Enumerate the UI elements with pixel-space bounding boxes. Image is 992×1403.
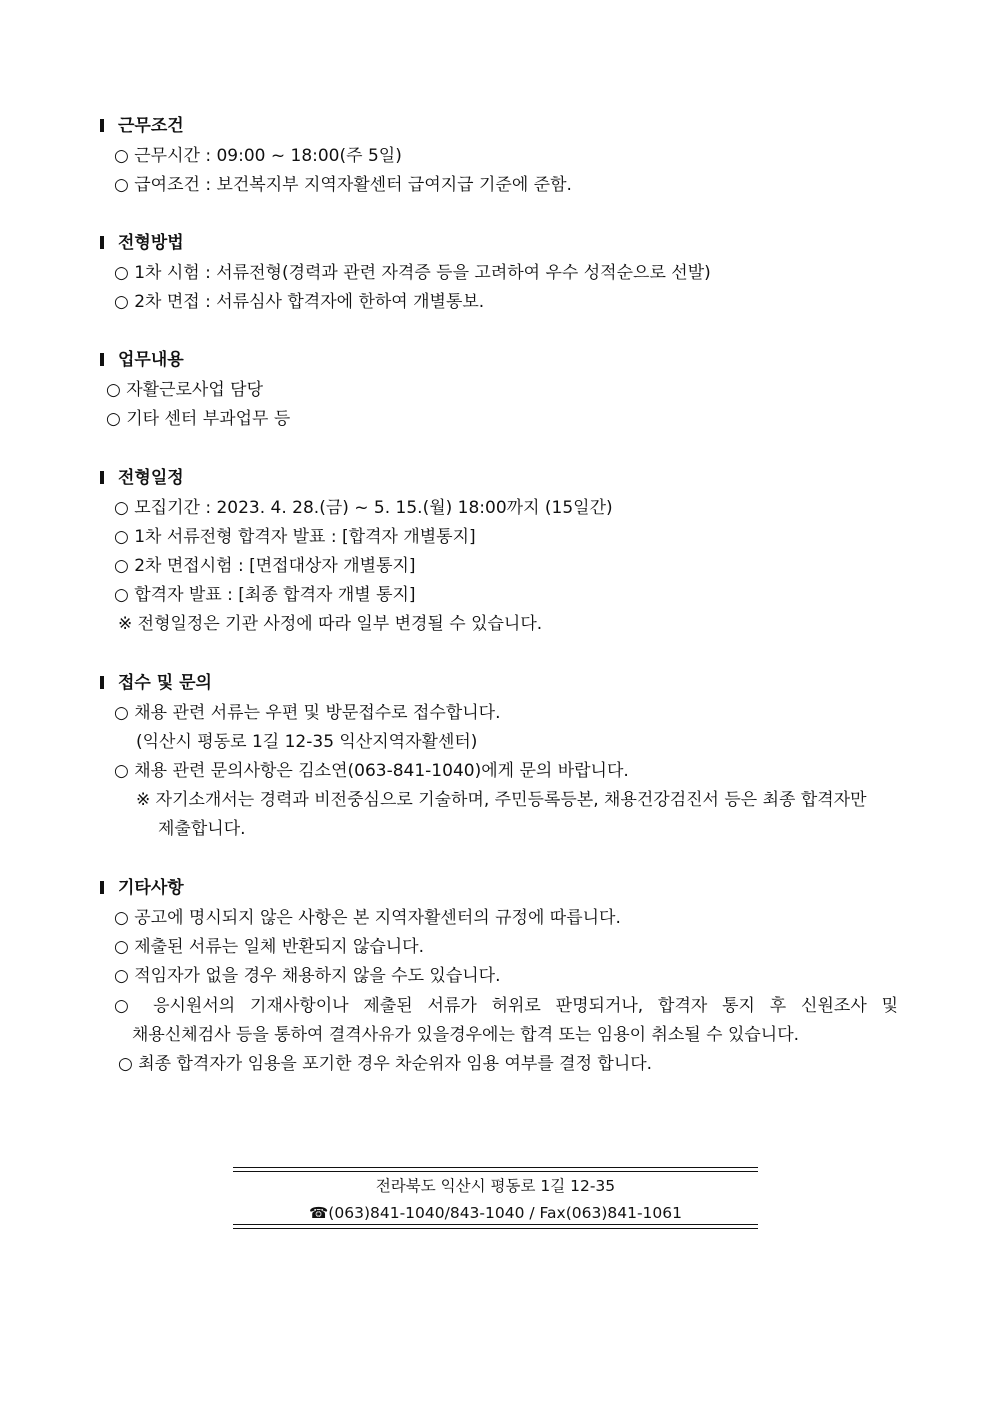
application-note: ※ 자기소개서는 경력과 비전중심으로 기술하며, 주민등록등본, 채용건강검진서 등은 최종 합격자만	[136, 790, 867, 810]
footer-contact: ☎(063)841-1040/843-1040 / Fax(063)841-1061	[309, 1204, 682, 1222]
section-heading-selection-method: 전형방법	[100, 231, 184, 255]
other-item-cont: 채용신체검사 등을 통하여 결격사유가 있을경우에는 합격 또는 임용이 취소될 수 있습니다.	[132, 1025, 800, 1045]
schedule-item: ○ 합격자 발표 : [최종 합격자 개별 통지]	[114, 585, 416, 605]
footer-top-rule	[233, 1167, 758, 1168]
application-item: ○ 채용 관련 서류는 우편 및 방문접수로 접수합니다.	[114, 703, 501, 723]
other-item: ○ 응시원서의 기재사항이나 제출된 서류가 허위로 판명되거나, 합격자 통지 후 신원조사 및	[114, 996, 898, 1016]
application-note-cont: 제출합니다.	[158, 819, 246, 839]
schedule-item: ○ 2차 면접시험 : [면접대상자 개별통지]	[114, 556, 416, 576]
duty-item: ○ 기타 센터 부과업무 등	[106, 409, 291, 429]
bullet-bar-icon	[100, 353, 104, 366]
schedule-note: ※ 전형일정은 기관 사정에 따라 일부 변경될 수 있습니다.	[118, 614, 543, 634]
bullet-bar-icon	[100, 676, 104, 689]
schedule-item: ○ 모집기간 : 2023. 4. 28.(금) ~ 5. 15.(월) 18:00까지 (15일간)	[114, 498, 613, 518]
footer-bottom-rule	[233, 1228, 758, 1229]
bullet-bar-icon	[100, 471, 104, 484]
first-round-item: ○ 1차 시험 : 서류전형(경력과 관련 자격증 등을 고려하여 우수 성적순으로 선발)	[114, 263, 711, 283]
salary-item: ○ 급여조건 : 보건복지부 지역자활센터 급여지급 기준에 준함.	[114, 175, 572, 195]
section-heading-other: 기타사항	[100, 876, 184, 900]
other-item: ○ 최종 합격자가 임용을 포기한 경우 차순위자 임용 여부를 결정 합니다.	[118, 1054, 653, 1074]
duty-item: ○ 자활근로사업 담당	[106, 380, 264, 400]
bullet-bar-icon	[100, 119, 104, 132]
other-item: ○ 적임자가 없을 경우 채용하지 않을 수도 있습니다.	[114, 966, 501, 986]
application-address: (익산시 평동로 1길 12-35 익산지역자활센터)	[136, 732, 478, 752]
work-hours-item: ○ 근무시간 : 09:00 ~ 18:00(주 5일)	[114, 146, 402, 166]
application-item: ○ 채용 관련 문의사항은 김소연(063-841-1040)에게 문의 바랍니다.	[114, 761, 629, 781]
section-heading-duties: 업무내용	[100, 348, 184, 372]
bullet-bar-icon	[100, 881, 104, 894]
section-heading-application: 접수 및 문의	[100, 671, 212, 695]
second-round-item: ○ 2차 면접 : 서류심사 합격자에 한하여 개별통보.	[114, 292, 485, 312]
footer-bottom-rule-inner	[233, 1224, 758, 1225]
other-item: ○ 공고에 명시되지 않은 사항은 본 지역자활센터의 규정에 따릅니다.	[114, 908, 621, 928]
section-heading-work-conditions: 근무조건	[100, 114, 184, 138]
footer-top-rule-inner	[233, 1171, 758, 1172]
section-heading-schedule: 전형일정	[100, 466, 184, 490]
bullet-bar-icon	[100, 236, 104, 249]
schedule-item: ○ 1차 서류전형 합격자 발표 : [합격자 개별통지]	[114, 527, 476, 547]
other-item: ○ 제출된 서류는 일체 반환되지 않습니다.	[114, 937, 425, 957]
footer-address: 전라북도 익산시 평동로 1길 12-35	[375, 1177, 616, 1195]
